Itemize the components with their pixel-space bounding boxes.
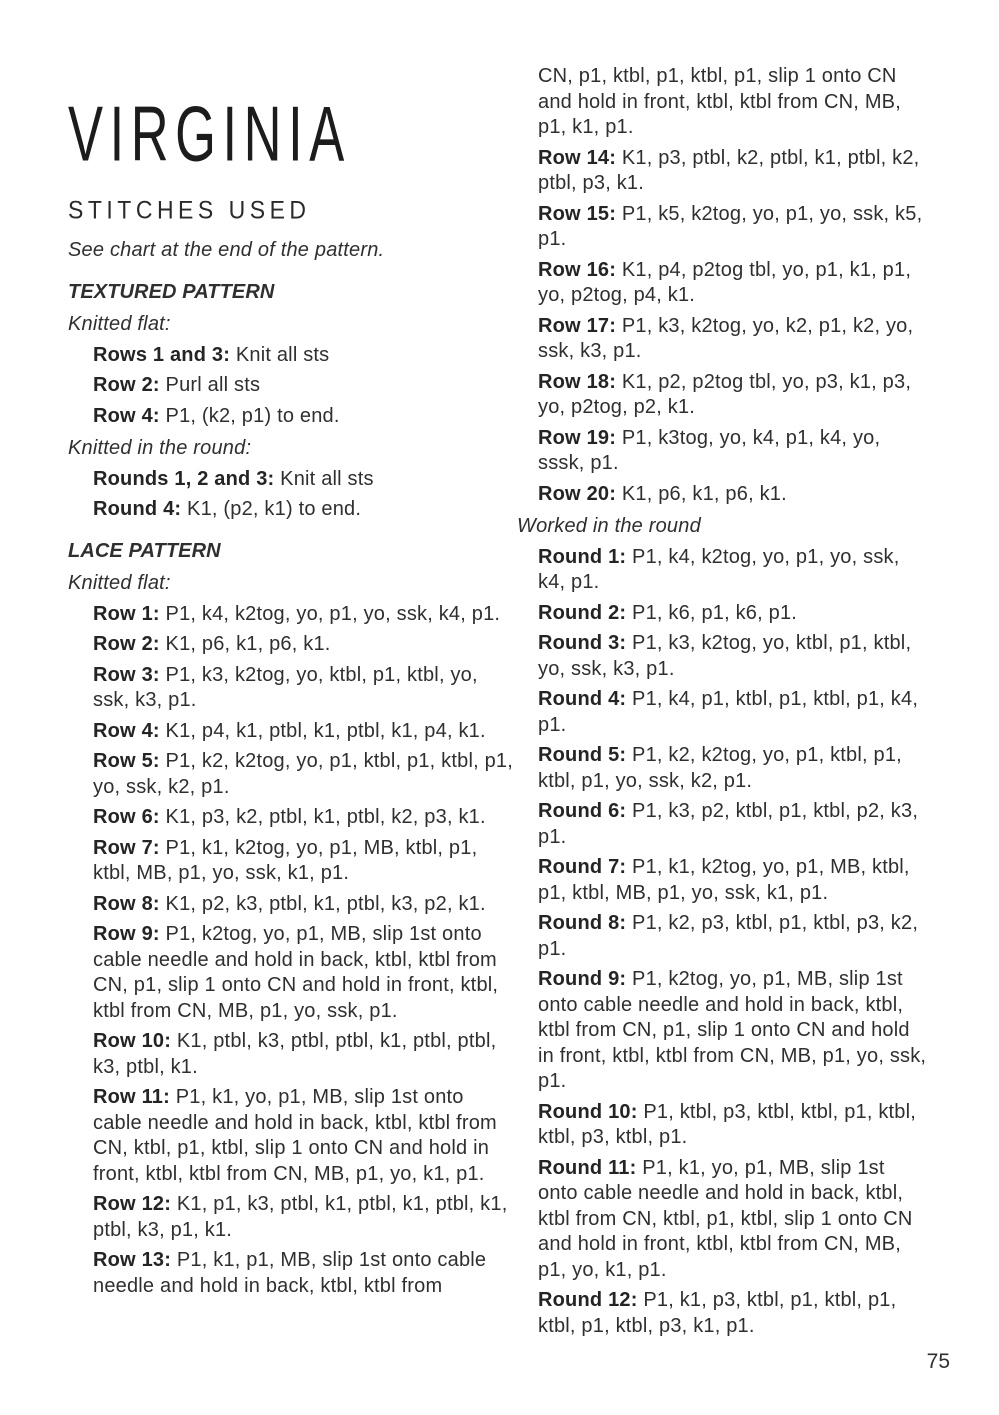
pattern-row	[68, 1248, 515, 1299]
row-text: P1, k2tog, yo, p1, MB, slip 1st onto cable needle and hold in back, ktbl, ktbl from CN, p1, slip 1 onto CN and hold in front, ktbl, ktbl from CN, MB, p1, yo, ssk, p1.	[93, 923, 499, 1022]
row-text: P1, k1, p3, ktbl, p1, ktbl, p1, ktbl, p1, ktbl, p3, k1, p1.	[538, 1289, 897, 1337]
row-label: Round 4:	[538, 688, 627, 710]
row-text: P1, k4, k2tog, yo, p1, yo, ssk, k4, p1.	[538, 545, 900, 593]
pattern-row	[68, 663, 515, 714]
row-text: K1, p4, k1, ptbl, k1, ptbl, k1, p4, k1.	[165, 719, 486, 742]
pattern-row	[517, 743, 928, 794]
pattern-row	[68, 719, 515, 745]
row-text: K1, p4, p2tog tbl, yo, p1, k1, p1, yo, p2tog, p4, k1.	[538, 258, 912, 306]
page-title: VIRGINIA	[68, 89, 351, 178]
pattern-row	[517, 967, 928, 1095]
row-label: Row 2:	[93, 633, 160, 655]
row-text: Knit all sts	[235, 343, 330, 366]
row-label: Row 12:	[93, 1193, 172, 1215]
row-label: Row 13:	[93, 1249, 172, 1271]
pattern-row	[517, 911, 928, 962]
row-text: P1, k3, k2tog, yo, ktbl, p1, ktbl, yo, ssk, k3, p1.	[538, 632, 912, 680]
row-text: P1, k2, p3, ktbl, p1, ktbl, p3, k2, p1.	[538, 912, 919, 960]
pattern-note: Knitted flat:	[68, 572, 171, 594]
pattern-row	[517, 146, 928, 197]
row-text: K1, p3, ptbl, k2, ptbl, k1, ptbl, k2, ptbl, p3, k1.	[538, 146, 920, 194]
row-label: Row 19:	[538, 426, 617, 449]
row-label: Round 4:	[93, 498, 182, 520]
row-text: P1, k1, k2tog, yo, p1, MB, ktbl, p1, ktbl, MB, p1, yo, ssk, k1, p1.	[93, 836, 478, 884]
pattern-row	[68, 632, 515, 658]
pattern-note: Worked in the round	[517, 515, 701, 537]
row-text: Purl all sts	[165, 374, 261, 396]
pattern-row	[517, 855, 928, 906]
row-label: Row 2:	[93, 374, 160, 396]
pattern-row	[68, 1192, 515, 1243]
row-label: Row 18:	[538, 370, 617, 393]
row-text: K1, p2, k3, ptbl, k1, ptbl, k3, p2, k1.	[165, 892, 486, 915]
pattern-note: Knitted flat:	[68, 313, 171, 335]
pattern-note: Knitted in the round:	[68, 437, 252, 459]
pattern-row	[68, 404, 515, 430]
row-label: Row 11:	[93, 1086, 170, 1108]
row-label: Row 7:	[93, 836, 160, 859]
row-label: Rounds 1, 2 and 3:	[93, 467, 275, 490]
row-text: P1, k3, k2tog, yo, ktbl, p1, ktbl, yo, ssk, k3, p1.	[93, 663, 478, 711]
right-column	[517, 64, 937, 1344]
row-text: P1, k2, k2tog, yo, p1, ktbl, p1, ktbl, p1, yo, ssk, k2, p1.	[93, 750, 514, 798]
row-text: P1, k1, yo, p1, MB, slip 1st onto cable needle and hold in back, ktbl, ktbl from CN, ktbl, p1, ktbl, slip 1 onto CN and hold in front, ktbl, ktbl from CN, MB, p1, yo, k1, p1.	[93, 1086, 497, 1185]
row-label: Row 14:	[538, 146, 617, 169]
row-label: Round 7:	[538, 856, 627, 878]
row-label: Row 10:	[93, 1030, 172, 1052]
row-label: Row 17:	[538, 314, 617, 337]
row-text: P1, ktbl, p3, ktbl, ktbl, p1, ktbl, ktbl, p3, ktbl, p1.	[538, 1100, 917, 1148]
row-label: Round 5:	[538, 744, 627, 766]
row-text: P1, k3, k2tog, yo, k2, p1, k2, yo, ssk, k3, p1.	[538, 314, 914, 362]
row-text: K1, p6, k1, p6, k1.	[165, 633, 331, 655]
page-number: 75	[926, 1350, 950, 1373]
row-label: Row 4:	[93, 719, 160, 742]
pattern-row	[68, 805, 515, 831]
row-label: Round 12:	[538, 1289, 638, 1311]
row-text: P1, k4, k2tog, yo, p1, yo, ssk, k4, p1.	[165, 602, 501, 625]
row-label: Row 1:	[93, 602, 160, 625]
row-label: Row 3:	[93, 663, 160, 686]
pattern-subheading: TEXTURED PATTERN	[68, 280, 275, 303]
row-text: P1, k2, k2tog, yo, p1, ktbl, p1, ktbl, p1, yo, ssk, k2, p1.	[538, 744, 902, 792]
pattern-row	[68, 497, 515, 523]
row-text: K1, p1, k3, ptbl, k1, ptbl, k1, ptbl, k1, ptbl, k3, p1, k1.	[93, 1193, 508, 1241]
row-label: Round 8:	[538, 912, 627, 934]
row-label: Row 5:	[93, 750, 160, 772]
row-text: P1, k1, p1, MB, slip 1st onto cable needle and hold in back, ktbl, ktbl from	[93, 1249, 487, 1297]
row-label: Row 6:	[93, 806, 160, 828]
row-label: Row 9:	[93, 923, 160, 945]
pattern-row	[517, 426, 928, 477]
row-text: K1, (p2, k1) to end.	[187, 498, 362, 520]
pattern-row	[68, 1085, 515, 1187]
row-text: P1, k6, p1, k6, p1.	[632, 601, 798, 624]
row-text: P1, k1, yo, p1, MB, slip 1st onto cable needle and hold in back, ktbl, ktbl from CN, ktbl, p1, ktbl, slip 1 onto CN and hold in front, ktbl, ktbl from CN, MB, p1, yo, k1, p1.	[538, 1156, 913, 1281]
pattern-row	[68, 922, 515, 1024]
pattern-row	[517, 1156, 928, 1284]
pattern-row	[517, 314, 928, 365]
row-label: Round 1:	[538, 545, 627, 568]
row-label: Row 20:	[538, 482, 617, 505]
row-text: P1, k3, p2, ktbl, p1, ktbl, p2, k3, p1.	[538, 800, 919, 848]
section-heading: STITCHES USED	[68, 195, 311, 224]
row-text: P1, k4, p1, ktbl, p1, ktbl, p1, k4, p1.	[538, 688, 919, 736]
pattern-row	[517, 631, 928, 682]
pattern-row	[517, 799, 928, 850]
row-text: K1, p2, p2tog tbl, yo, p3, k1, p3, yo, p2tog, p2, k1.	[538, 370, 912, 418]
pattern-row	[517, 1288, 928, 1339]
row-text: P1, k1, k2tog, yo, p1, MB, ktbl, p1, ktbl, MB, p1, yo, ssk, k1, p1.	[538, 856, 910, 904]
pattern-note: See chart at the end of the pattern.	[68, 239, 385, 261]
right-column-blocks	[517, 64, 937, 1339]
pattern-row	[68, 892, 515, 918]
pattern-row	[517, 545, 928, 596]
pattern-row	[517, 601, 928, 627]
pattern-row	[68, 467, 515, 493]
row-label: Round 3:	[538, 632, 627, 654]
row-label: Round 2:	[538, 601, 627, 624]
row-label: Round 11:	[538, 1156, 637, 1179]
row-text: P1, (k2, p1) to end.	[165, 404, 340, 427]
pattern-row	[517, 258, 928, 309]
left-column-blocks	[68, 238, 515, 1299]
pattern-row	[68, 373, 515, 399]
row-text: K1, ptbl, k3, ptbl, ptbl, k1, ptbl, ptbl, k3, ptbl, k1.	[93, 1030, 497, 1078]
row-text: P1, k3tog, yo, k4, p1, k4, yo, sssk, p1.	[538, 426, 881, 474]
pattern-row-continuation: CN, p1, ktbl, p1, ktbl, p1, slip 1 onto CN and hold in front, ktbl, ktbl from CN, MB, p1, k1, p1.	[538, 65, 901, 138]
pattern-row	[68, 343, 515, 369]
row-label: Row 15:	[538, 202, 617, 225]
row-text: Knit all sts	[280, 467, 374, 490]
row-text: K1, p3, k2, ptbl, k1, ptbl, k2, p3, k1.	[165, 806, 486, 828]
pattern-row	[517, 202, 928, 253]
row-text: P1, k2tog, yo, p1, MB, slip 1st onto cable needle and hold in back, ktbl, ktbl from CN, p1, slip 1 onto CN and hold in front, ktbl, ktbl from CN, MB, p1, yo, ssk, p1.	[538, 968, 927, 1092]
row-text: K1, p6, k1, p6, k1.	[621, 482, 787, 505]
pattern-row	[68, 602, 515, 628]
row-label: Round 6:	[538, 800, 627, 822]
row-label: Row 4:	[93, 404, 160, 427]
pattern-row	[68, 836, 515, 887]
pattern-row	[68, 749, 515, 800]
pattern-row	[517, 687, 928, 738]
left-column	[68, 85, 515, 1304]
row-label: Row 8:	[93, 892, 160, 915]
row-text: P1, k5, k2tog, yo, p1, yo, ssk, k5, p1.	[538, 202, 923, 250]
row-label: Row 16:	[538, 258, 617, 281]
row-label: Round 10:	[538, 1100, 638, 1123]
pattern-row	[68, 1029, 515, 1080]
pattern-row	[517, 1100, 928, 1151]
pattern-row	[517, 370, 928, 421]
pattern-subheading: LACE PATTERN	[68, 539, 221, 562]
row-label: Round 9:	[538, 968, 627, 990]
pattern-row	[517, 482, 928, 508]
row-label: Rows 1 and 3:	[93, 343, 231, 366]
